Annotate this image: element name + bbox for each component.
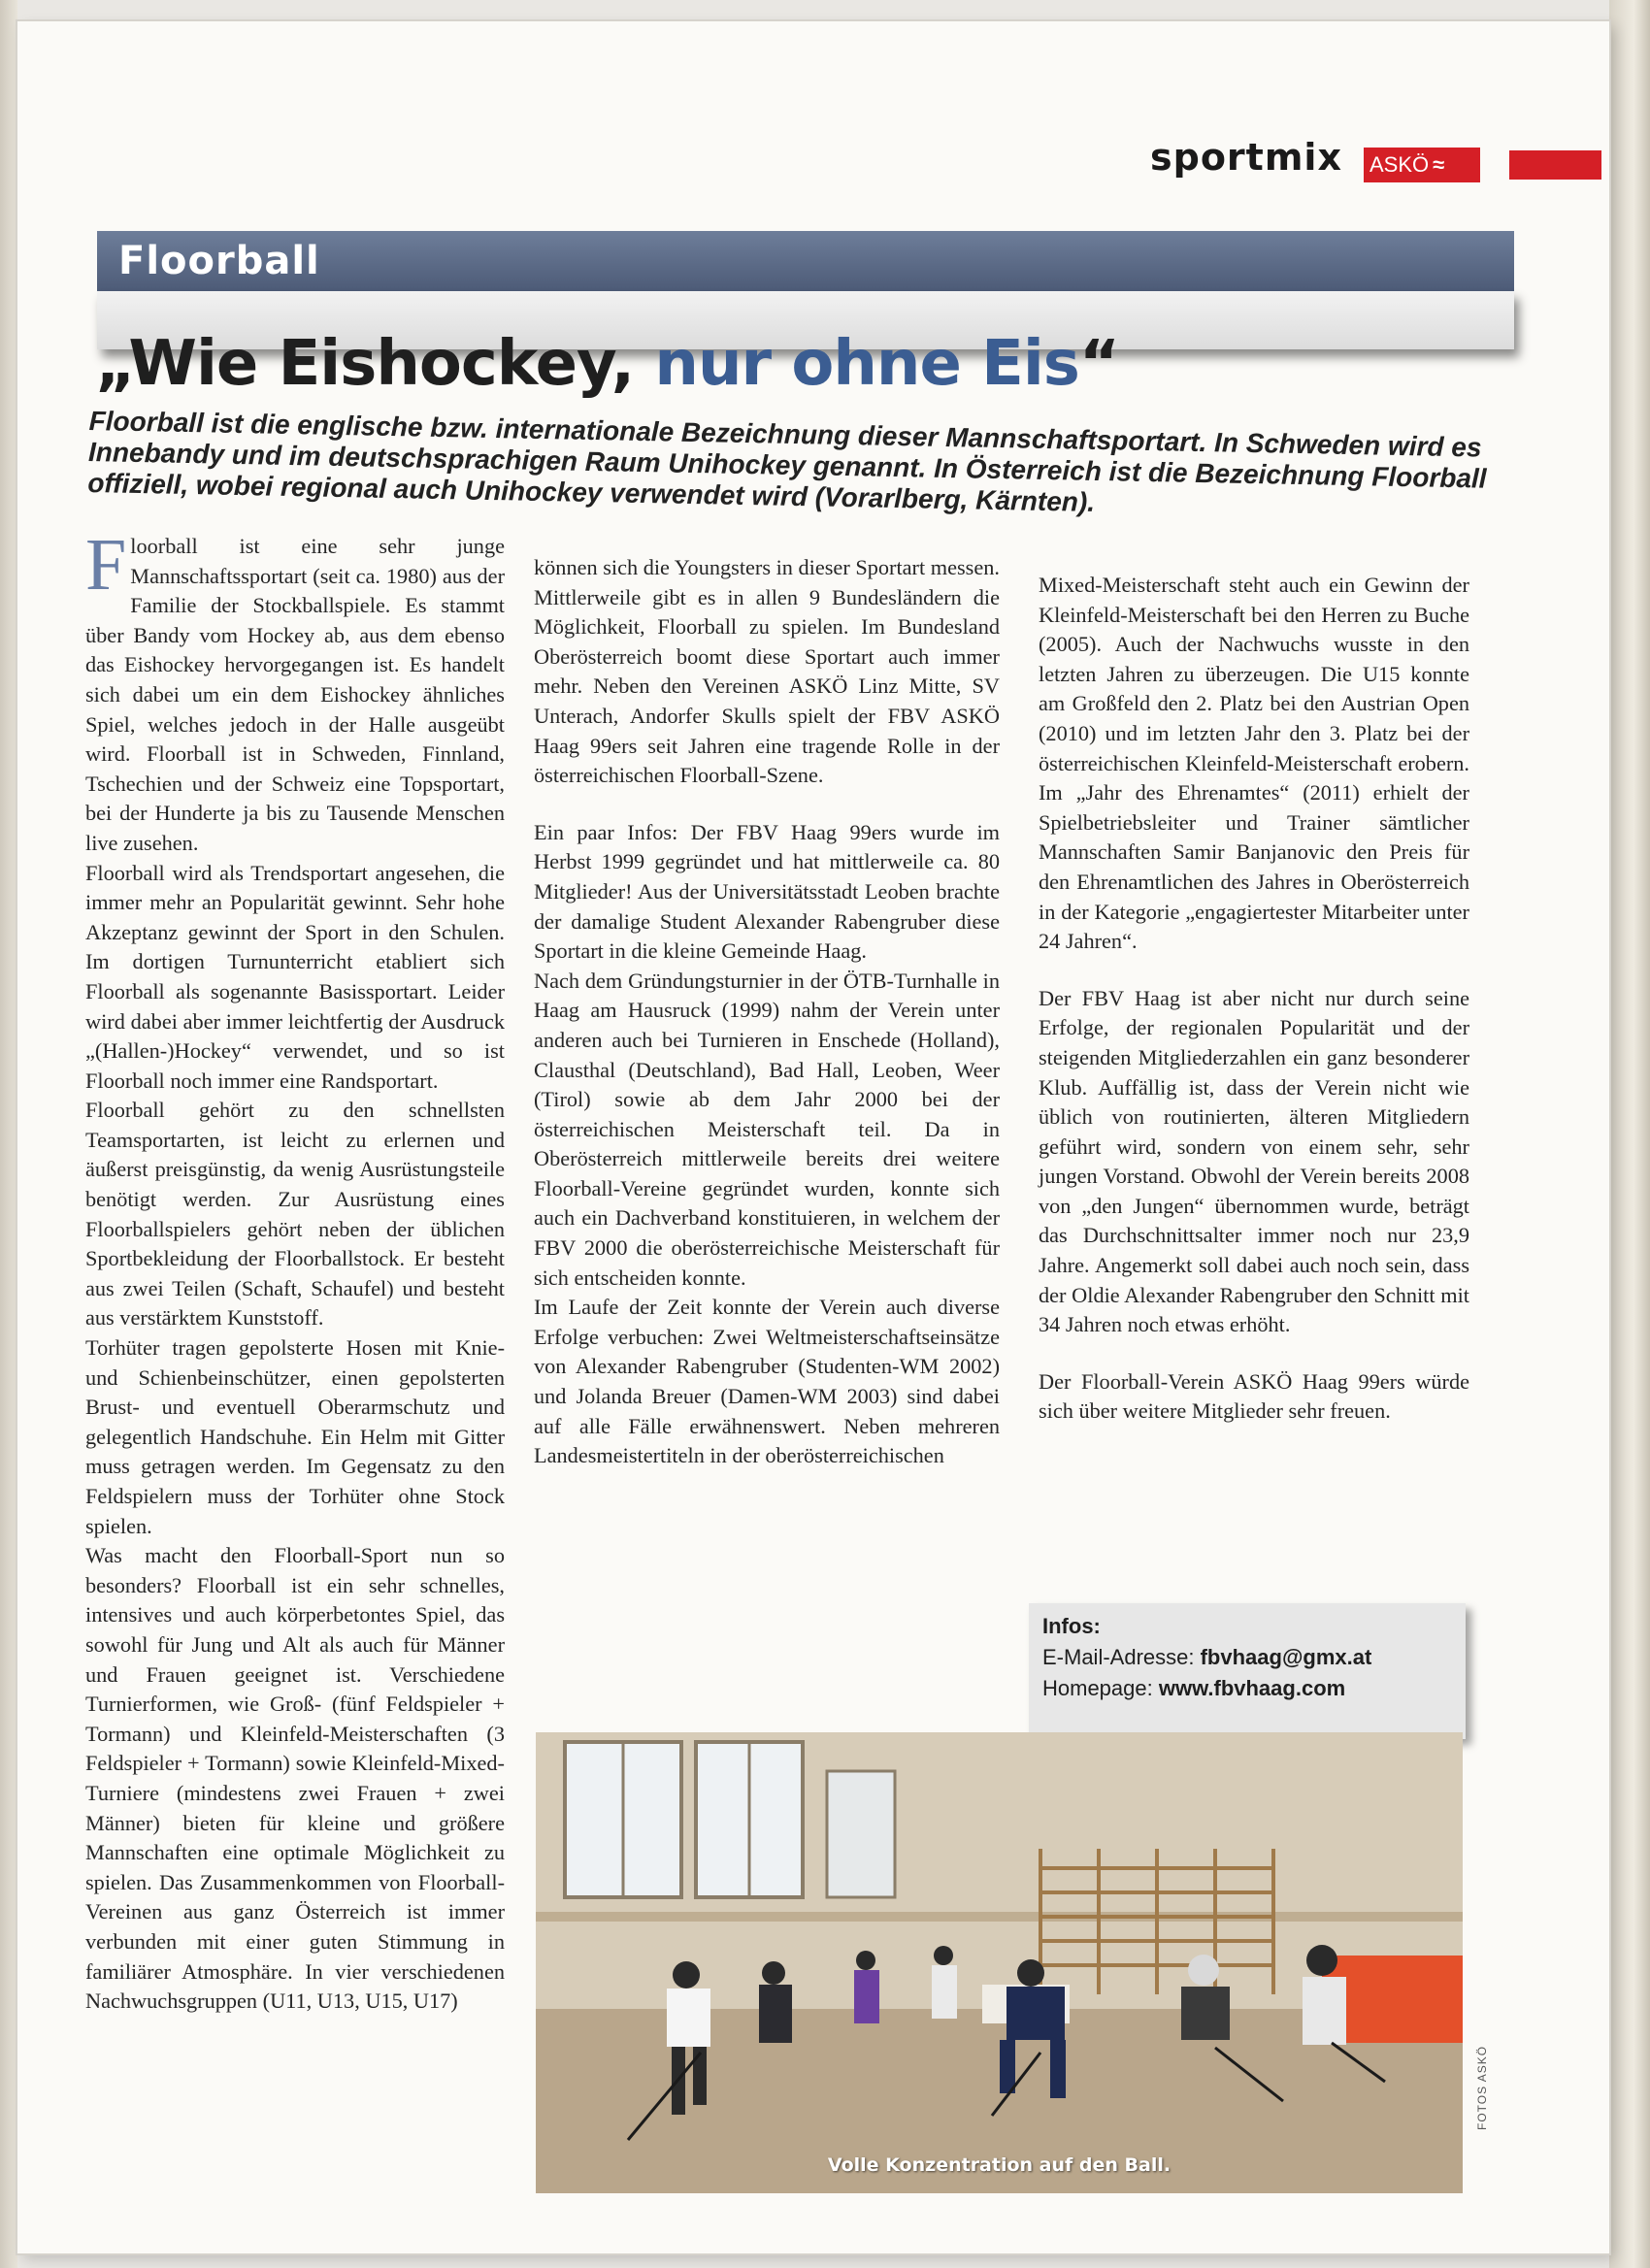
paragraph: können sich die Youngsters in dieser Sportart messen.: [534, 555, 1000, 579]
floorball-photo: [536, 1732, 1463, 2193]
brand-name: ASKÖ: [1370, 152, 1430, 177]
homepage-link[interactable]: www.fbvhaag.com: [1158, 1676, 1346, 1700]
dropcap: F: [85, 524, 127, 606]
paragraph: Floorball wird als Trendsportart angesehen, die immer mehr an Popularität gewinnt. Sehr hohe Akzeptanz gewinnt der Sport in den Schulen. Im dortigen Turnunterricht etabliert sich Floorball als sogenannte Basissportart. Leider wird dabei aber immer leichtfertig der Ausdruck „(Hallen-)Hockey“ verwendet, und so ist Floorball noch immer eine Randsportart.: [85, 860, 505, 1093]
page-left-edge: [0, 0, 17, 2268]
paragraph: Torhüter tragen gepolsterte Hosen mit Knie- und Schienbeinschützer, einen gepolsterten Brust- und eventuell Oberarmschutz und gelegentlich Handschuhe. Ein Helm mit Gitter muss getragen werden. Im Gegensatz zu den Feldspielern muss der Torhüter ohne Stock spielen.: [85, 1335, 505, 1538]
paragraph-text: loorball ist eine sehr junge Mannschaftssportart (seit ca. 1980) aus der Familie der Stockballspiele. Es stammt über Bandy vom Hockey ab, aus dem ebenso das Eishockey hervorgegangen ist. Es handelt sich dabei um ein dem Eishockey ähnliches Spiel, welches jedoch in der Halle ausgeübt wird. Floorball ist in Schweden, Finnland, Tschechien und der Schweiz eine Topsportart, bei der Hunderte ja bis zu Tausende Menschen live zusehen.: [85, 534, 505, 855]
gym-scene-illustration: [536, 1732, 1463, 2193]
photo-caption: Volle Konzentration auf den Ball.: [827, 2154, 1172, 2176]
page-right-edge: [1609, 0, 1650, 2268]
paragraph: Ein paar Infos: Der FBV Haag 99ers wurde im Herbst 1999 gegründet und hat mittlerweile ca. 80 Mitglieder! Aus der Universitätsstadt Leoben brachte der damalige Student Alexander Rabengruber diese Sportart in die kleine Gemeinde Haag.: [534, 819, 1000, 964]
email-line: [1042, 1642, 1452, 1673]
paragraph: Floorball gehört zu den schnellsten Teamsportarten, ist leicht zu erlernen und äußerst preisgünstig, da wenig Ausrüstungsteile benötigt werden. Zur Ausrüstung eines Floorballspielers gehört neben der üblichen Sportbekleidung der Floorballstock. Er besteht aus zwei Teilen (Schaft, Schaufel) und besteht aus verstärktem Kunststoff.: [85, 1098, 505, 1331]
body-column-2: [534, 553, 1000, 1471]
paragraph: Der FBV Haag ist aber nicht nur durch seine Erfolge, der regionalen Popularität und der steigenden Mitgliederzahlen ein ganz besonderer Klub. Auffällig ist, dass der Verein nicht wie üblich von routinierten, älteren Mitgliedern geführt wird, sondern von einem sehr, sehr jungen Vorstand. Obwohl der Verein bereits 2008 von „den Jungen“ übernommen wurde, beträgt das Durchschnittsalter immer noch nur 23,9 Jahre. Angemerkt soll dabei auch noch sein, dass der Oldie Alexander Rabengruber den Schnitt mit 34 Jahren noch etwas erhöht.: [1039, 985, 1469, 1337]
info-title: Infos:: [1042, 1614, 1101, 1638]
photo-credit: FOTOS ASKÖ: [1475, 2045, 1489, 2130]
paragraph: Der Floorball-Verein ASKÖ Haag 99ers würde sich über weitere Mitglieder sehr freuen.: [1039, 1368, 1469, 1424]
headline-close: “: [1078, 328, 1119, 400]
paragraph: Mixed-Meisterschaft steht auch ein Gewinn der Kleinfeld-Meisterschaft bei den Herren zu Buche (2005). Auch der Nachwuchs wusste in den letzten Jahren zu überzeugen. Die U15 konnte am Großfeld den 2. Platz bei den Austrian Open (2010) und im letzten Jahr den 3. Platz bei der österreichischen Kleinfeld-Meisterschaft erobern. Im „Jahr des Ehrenamtes“ (2011) erhielt der Spielbetriebsleiter und Trainer sämtlicher Mannschaften Samir Banjanovic den Preis für den Ehrenamtlichen des Jahres in Oberösterreich in der Kategorie „engagiertester Mitarbeiter unter 24 Jahren“.: [1039, 573, 1469, 954]
page-title: [95, 328, 1119, 400]
headline-accent: nur ohne Eis: [654, 328, 1079, 400]
paragraph: Was macht den Floorball-Sport nun so besonders? Floorball ist ein sehr schnelles, intensives und auch körperbetontes Spiel, das sowohl für Jung und Alt als auch für Männer und Frauen geeignet ist. Verschiedene Turnierformen, wie Groß- (fünf Feldspieler + Tormann) und Kleinfeld-Meisterschaften (3 Feldspieler + Tormann) sowie Kleinfeld-Mixed-Turniere (mindestens zwei Frauen + zwei Männer) bieten für kleine und größere Mannschaften eine optimale Möglichkeit zu spielen. Das Zusammenkommen von Floorball-Vereinen aus ganz Österreich ist immer verbunden mit einer guten Stimmung in familiärer Atmosphäre. In vier verschiedenen Nachwuchsgruppen (U11, U13, U15, U17): [85, 1543, 505, 2014]
email-label: E-Mail-Adresse:: [1042, 1645, 1201, 1669]
info-box: [1029, 1603, 1466, 1739]
paragraph: Nach dem Gründungsturnier in der ÖTB-Turnhalle in Haag am Hausruck (1999) nahm der Verein unter anderen auch bei Turnieren in Enschede (Holland), Clausthal (Deutschland), Bad Hall, Leoben, Weer (Tirol) sowie ab dem Jahr 2000 bei der österreichischen Meisterschaft teil. Da in Oberösterreich mittlerweile bereits drei weitere Floorball-Vereine gegründet wurden, konnte sich auch ein Dachverband konstituieren, in welchem der FBV 2000 die oberösterreichische Meisterschaft für sich entscheiden konnte.: [534, 968, 1000, 1290]
paragraph: [85, 524, 505, 859]
body-column-3: [1039, 571, 1469, 1427]
headline-main: „Wie Eishockey,: [95, 328, 655, 400]
brand-logo-icon: ≈: [1433, 152, 1445, 177]
body-column-1: [85, 524, 505, 2017]
brand-badge: [1364, 148, 1480, 182]
homepage-line: [1042, 1673, 1452, 1704]
section-label: sportmix: [1150, 136, 1342, 179]
paragraph: Im Laufe der Zeit konnte der Verein auch diverse Erfolge verbuchen: Zwei Weltmeisterschaftseinsätze von Alexander Rabengruber (Studenten-WM 2002) und Jolanda Breuer (Damen-WM 2003) sind dabei auf alle Fälle erwähnenswert. Neben mehreren Landesmeistertiteln in der oberösterreichischen: [534, 1295, 1000, 1468]
paragraph: Mittlerweile gibt es in allen 9 Bundesländern die Möglichkeit, Floorball zu spielen. Im Bundesland Oberösterreich boomt diese Sportart auch immer mehr. Neben den Vereinen ASKÖ Linz Mitte, SV Unterach, Andorfer Skulls spielt der FBV ASKÖ Haag 99ers seit Jahren eine tragende Rolle in der österreichischen Floorball-Szene.: [534, 584, 1000, 788]
header-accent-bar: [1509, 150, 1601, 180]
homepage-label: Homepage:: [1042, 1676, 1159, 1700]
email-link[interactable]: fbvhaag@gmx.at: [1200, 1645, 1372, 1669]
category-banner: Floorball: [97, 231, 1514, 291]
lead-paragraph: Floorball ist die englische bzw. internationale Bezeichnung dieser Mannschaftsportart. In Schweden wird es Innebandy und im deutschsprachigen Raum Unihockey genannt. In Österreich ist die Bezeichnung Floorball offiziell, wobei regional auch Unihockey verwendet wird (Vorarlberg, Kärnten).: [87, 406, 1487, 517]
